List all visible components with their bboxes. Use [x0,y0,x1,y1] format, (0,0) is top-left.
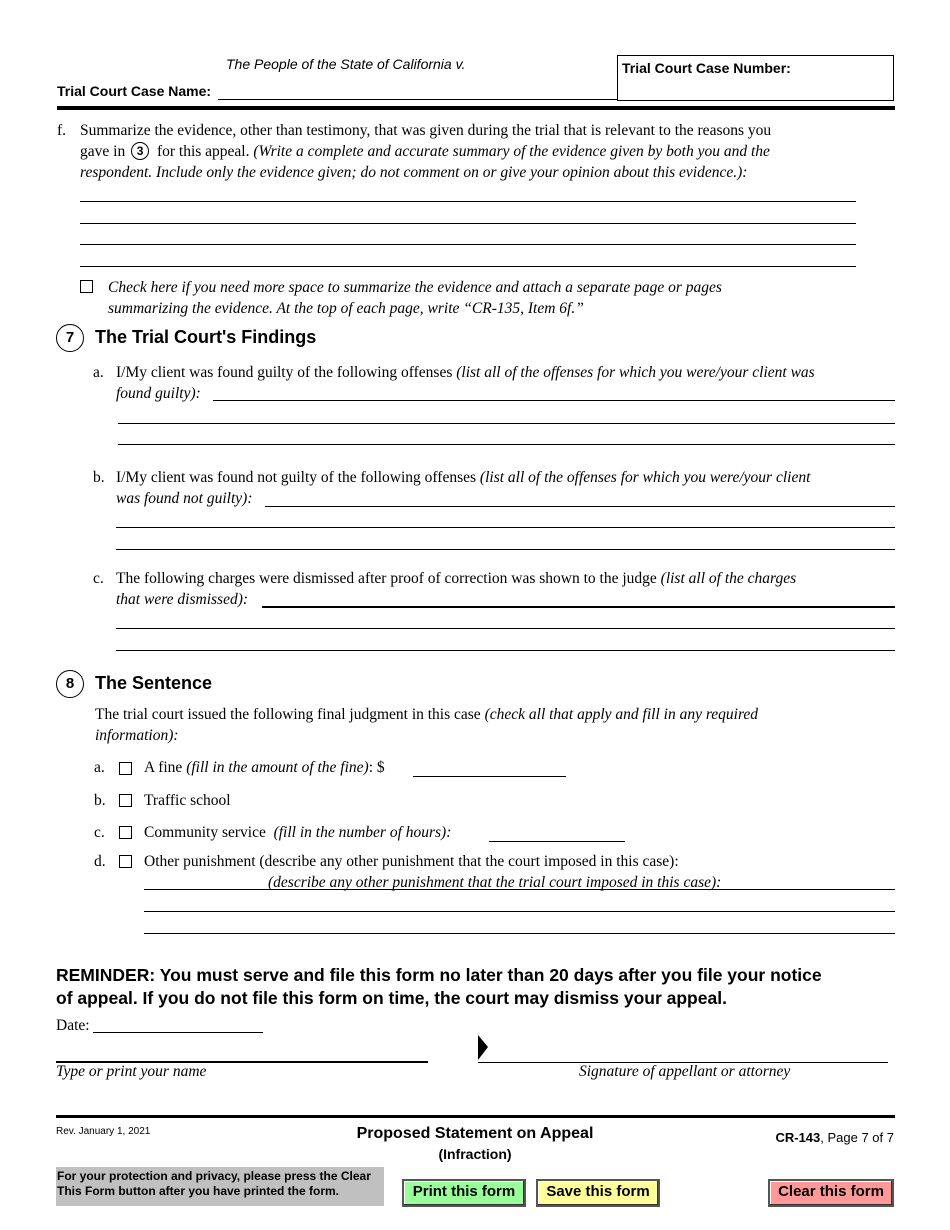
header-rule [57,106,895,110]
print-button[interactable]: Print this form [402,1179,526,1207]
not-guilty-offenses-line-3[interactable] [116,549,895,550]
case-number-box[interactable] [617,55,894,101]
save-button[interactable]: Save this form [536,1179,660,1207]
not-guilty-offenses-line-1[interactable] [265,506,895,507]
more-space-checkbox[interactable] [80,280,93,293]
section-7-title: The Trial Court's Findings [95,327,317,347]
8d-letter: d. [94,853,106,870]
fine-amount-field[interactable] [413,776,566,777]
date-label: Date: [56,1017,90,1034]
form-id: CR-143 [775,1130,821,1145]
guilty-offenses-line-2[interactable] [118,423,895,424]
form-subtitle: (Infraction) [438,1146,512,1162]
community-service-label: Community service (fill in the number of hours): [144,824,452,841]
evidence-line-3[interactable] [80,244,856,245]
fine-label: A fine (fill in the amount of the fine): $ [144,759,385,776]
8b-letter: b. [94,792,106,809]
case-name-label: Trial Court Case Name: [57,83,212,99]
evidence-line-1[interactable] [80,201,856,202]
item-f-text-2: gave in 3 for this appeal. (Write a complete and accurate summary of the evidence given by both you and the [80,143,770,160]
guilty-offenses-line-3[interactable] [118,444,895,445]
people-label: The People of the State of California v. [226,56,466,72]
case-number-label: Trial Court Case Number: [622,60,791,76]
case-name-field[interactable] [218,99,618,100]
7a-text-2: found guilty): [116,385,201,402]
section-8-number: 8 [56,670,84,698]
privacy-notice: For your protection and privacy, please press the Clear This Form button after you have printed the form. [56,1167,384,1206]
8a-letter: a. [94,759,105,776]
more-space-text-2: summarizing the evidence. At the top of each page, write “CR-135, Item 6f.” [108,300,584,317]
clear-button[interactable]: Clear this form [768,1179,894,1207]
traffic-school-checkbox[interactable] [119,794,132,807]
other-punishment-checkbox[interactable] [119,855,132,868]
reminder-line-2: of appeal. If you do not file this form on time, the court may dismiss your appeal. [56,988,727,1008]
other-punishment-line-3[interactable] [144,933,895,934]
7c-text: The following charges were dismissed after proof of correction was shown to the judge (list all of the charges [116,570,797,587]
7b-text-2: was found not guilty): [116,490,253,507]
sentence-intro-1: The trial court issued the following final judgment in this case (check all that apply and fill in any required [95,706,759,723]
item-f-text-3: respondent. Include only the evidence given; do not comment on or give your opinion about this evidence.): [80,164,748,181]
name-label: Type or print your name [56,1063,207,1080]
other-punishment-line-1[interactable] [144,889,895,890]
page-number: , Page 7 of 7 [820,1130,894,1145]
7b-letter: b. [93,469,105,486]
signature-arrow-icon [476,1034,490,1062]
fine-checkbox[interactable] [119,762,132,775]
7a-text: I/My client was found guilty of the following offenses (list all of the offenses for which you were/your client was [116,364,815,381]
ref-item-3-circle: 3 [131,142,149,160]
form-page-info [775,1130,894,1145]
evidence-line-2[interactable] [80,223,856,224]
traffic-school-label: Traffic school [144,792,231,809]
7c-text-2: that were dismissed): [116,591,249,608]
8c-letter: c. [94,824,105,841]
item-f-text-1: Summarize the evidence, other than testimony, that was given during the trial that is relevant to the reasons you [80,122,772,139]
7a-letter: a. [93,364,104,381]
section-8-title: The Sentence [95,673,213,693]
section-7-number: 7 [56,324,84,352]
7b-text: I/My client was found not guilty of the following offenses (list all of the offenses for which you were/your client [116,469,811,486]
dismissed-charges-line-3[interactable] [116,650,895,651]
more-space-text-1: Check here if you need more space to summarize the evidence and attach a separate page or pages [108,279,722,296]
guilty-offenses-line-1[interactable] [213,400,895,401]
signature-label: Signature of appellant or attorney [579,1063,791,1080]
7c-letter: c. [93,570,104,587]
item-f-letter: f. [57,122,67,139]
date-field[interactable] [93,1032,263,1033]
revision-date: Rev. January 1, 2021 [56,1126,151,1137]
dismissed-charges-line-1[interactable] [262,606,895,608]
form-title: Proposed Statement on Appeal [356,1125,594,1142]
community-service-checkbox[interactable] [119,826,132,839]
evidence-line-4[interactable] [80,266,856,267]
not-guilty-offenses-line-2[interactable] [116,527,895,528]
dismissed-charges-line-2[interactable] [116,628,895,629]
reminder-line-1: REMINDER: You must serve and file this form no later than 20 days after you file your notice [56,965,822,985]
footer-rule [56,1115,895,1118]
community-hours-field[interactable] [489,841,625,842]
other-punishment-label: Other punishment (describe any other punishment that the court imposed in this case): [144,853,679,870]
other-punishment-italic: (describe any other punishment that the trial court imposed in this case): [268,874,722,891]
sentence-intro-2: information): [95,727,179,744]
other-punishment-line-2[interactable] [144,911,895,912]
